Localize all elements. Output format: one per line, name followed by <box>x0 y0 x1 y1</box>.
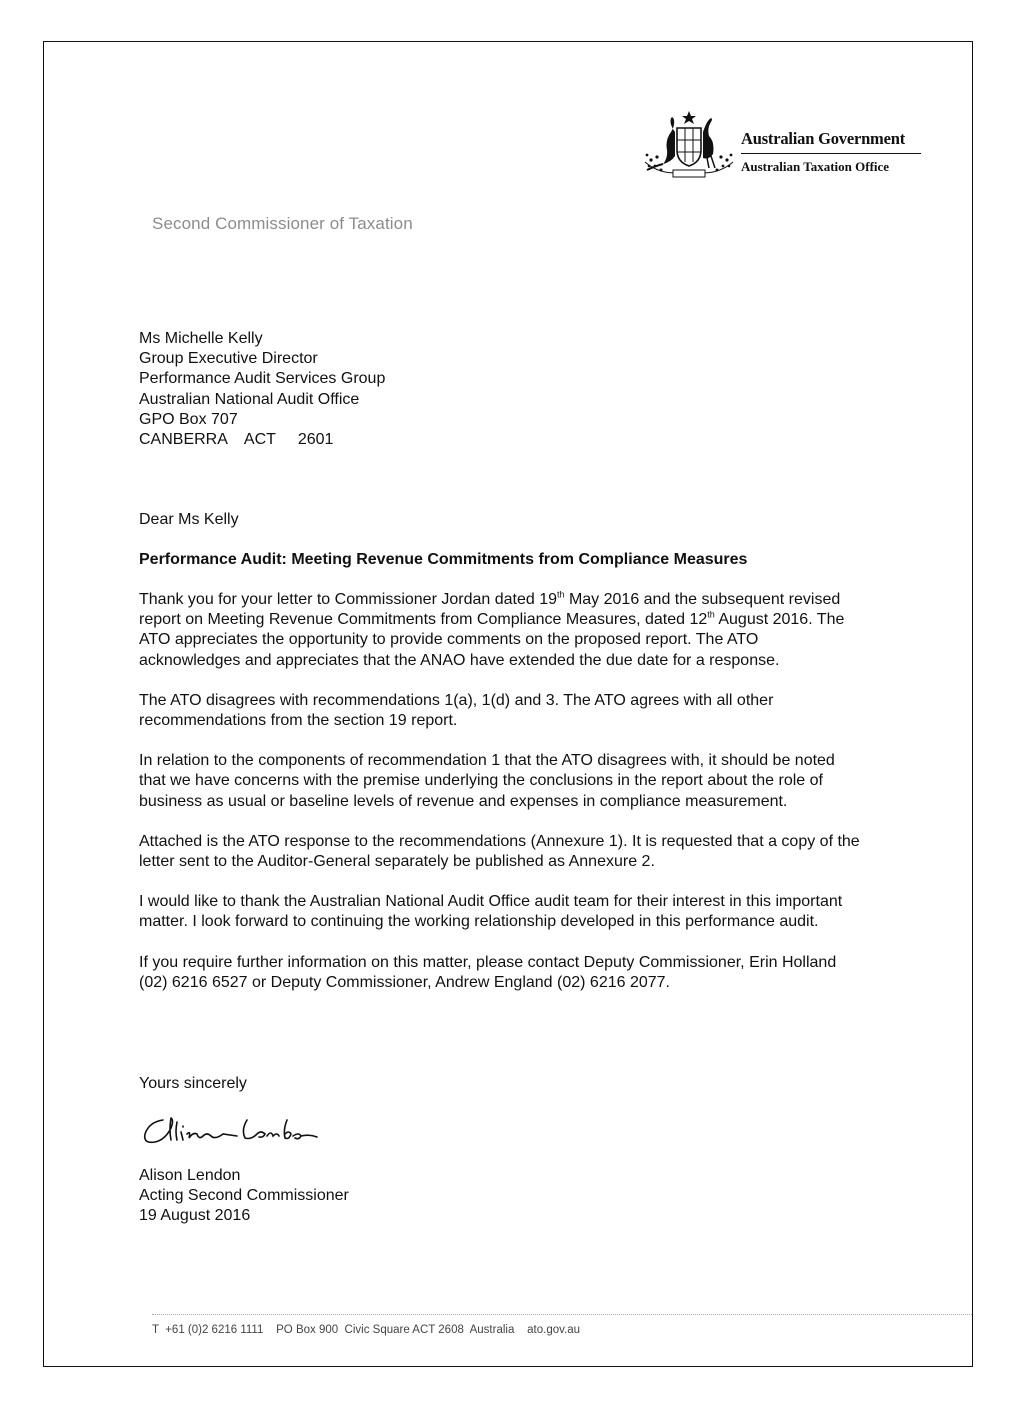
paragraph-1-part-a: Thank you for your letter to Commissioner Jordan dated 19 <box>139 591 557 608</box>
paragraph-2: The ATO disagrees with recommendations 1(a), 1(d) and 3. The ATO agrees with all other recommendations from the section 19 report. <box>139 691 774 730</box>
paragraph-3: In relation to the components of recommendation 1 that the ATO disagrees with, it should be noted that we have concerns with the premise underlying the conclusions in the report about the role of business as usual or baseline levels of revenue and expenses in compliance measurement. <box>139 752 835 810</box>
paragraph-4: Attached is the ATO response to the recommendations (Annexure 1). It is requested that a copy of the letter sent to the Auditor-General separately be published as Annexure 2. <box>139 832 860 871</box>
recipient-address <box>139 329 385 450</box>
handwritten-signature <box>141 1110 321 1150</box>
coat-of-arms-icon <box>641 110 737 184</box>
paragraph-1-part-c: August 2016. The ATO appreciates the opportunity to provide comments on the proposed report. The ATO acknowledges and appreciates that the ANAO have extended the due date for a response. <box>139 611 845 669</box>
signer-block <box>139 1166 349 1227</box>
office-title: Second Commissioner of Taxation <box>152 214 413 233</box>
paragraph-5: I would like to thank the Australian National Audit Office audit team for their interest in this important matter. I look forward to continuing the working relationship developed in this performance audit. <box>139 893 843 931</box>
letter-body <box>139 590 861 1013</box>
address-line: Australian National Audit Office <box>139 390 360 408</box>
footer-contact <box>152 1324 580 1336</box>
closing: Yours sincerely <box>139 1075 247 1092</box>
signer-title: Acting Second Commissioner <box>139 1187 349 1205</box>
footer-text: T +61 (0)2 6216 1111 PO Box 900 Civic Square ACT 2608 Australia ato.gov.au <box>152 1324 580 1336</box>
government-name: Australian Government <box>741 130 921 154</box>
salutation: Dear Ms Kelly <box>139 511 239 528</box>
paragraph-6: If you require further information on this matter, please contact Deputy Commissioner, Erin Holland (02) 6216 6527 or Deputy Commissioner, Andrew England (02) 6216 2077. <box>139 953 837 991</box>
agency-name: Australian Taxation Office <box>741 159 890 174</box>
subject-line: Performance Audit: Meeting Revenue Commitments from Compliance Measures <box>139 551 748 568</box>
address-line: Performance Audit Services Group <box>139 370 386 388</box>
ordinal-suffix: th <box>556 589 565 600</box>
ordinal-suffix: th <box>707 609 715 620</box>
paragraph-1 <box>139 590 861 671</box>
footer-divider <box>152 1314 972 1315</box>
signer-name: Alison Lendon <box>139 1167 241 1184</box>
address-line: Group Executive Director <box>139 350 318 368</box>
address-line: CANBERRA ACT 2601 <box>139 431 334 449</box>
address-line: GPO Box 707 <box>139 410 238 428</box>
address-line: Ms Michelle Kelly <box>139 330 263 347</box>
government-wordmark <box>741 130 921 174</box>
paragraph-1-part-b: May 2016 and the subsequent revised report on Meeting Revenue Commitments from Compliance Measures, dated 12 <box>139 591 841 629</box>
letter-date: 19 August 2016 <box>139 1207 251 1225</box>
